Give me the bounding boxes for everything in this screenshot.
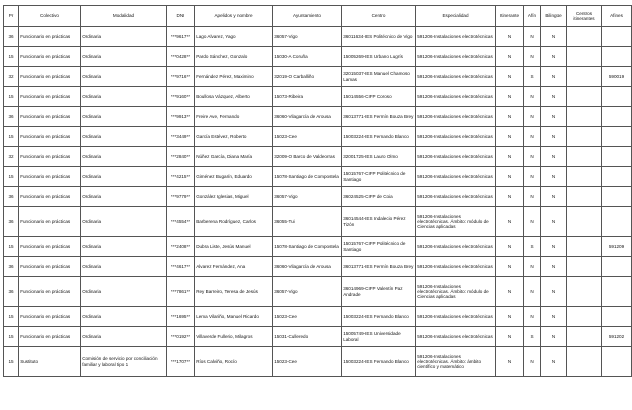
cell-afines [602,167,632,187]
cell-nombre: Ríos Calviño, Rocío [195,347,273,377]
cell-ayuntamiento: 15078-Santiago de Compostela [273,167,342,187]
cell-dni: ***9716** [167,67,195,87]
cell-centro: 15014556-CIFP Coroso [342,87,416,107]
cell-colectivo: Funcionario en prácticas [19,207,81,237]
cell-pr: 36 [4,187,19,207]
cell-centros-itinerantes [567,207,602,237]
header-cell: Apelidos y nombre [195,6,273,27]
cell-afines [602,257,632,277]
cell-colectivo: Funcionario en prácticas [19,167,81,187]
cell-modalidad: Ordinaria [81,167,167,187]
cell-itinerante: N [496,237,524,257]
cell-pr: 15 [4,347,19,377]
cell-dni: ***4554** [167,207,195,237]
cell-centros-itinerantes [567,347,602,377]
cell-modalidad: Ordinaria [81,257,167,277]
cell-centros-itinerantes [567,127,602,147]
cell-ayuntamiento: 15073-Ribeira [273,87,342,107]
cell-bilingue: N [541,327,567,347]
header-cell: Centros itinerantes [567,6,602,27]
cell-especialidad: 591206-Instalaciones electrotécnicas [416,307,496,327]
cell-pr: 15 [4,47,19,67]
cell-especialidad: 591206-Instalaciones electrotécnicas [416,257,496,277]
cell-centros-itinerantes [567,87,602,107]
header-cell: Ayuntamiento [273,6,342,27]
table-row [4,277,632,307]
cell-nombre: Lago Alvarez, Yago [195,27,273,47]
cell-afin: S [524,67,541,87]
cell-dni: ***1695** [167,307,195,327]
cell-especialidad: 591206-Instalaciones electrotécnicas [416,327,496,347]
cell-centros-itinerantes [567,327,602,347]
cell-pr: 36 [4,257,19,277]
cell-itinerante: N [496,67,524,87]
cell-dni: ***9160** [167,87,195,107]
cell-afin: N [524,167,541,187]
header-cell: Especialidad [416,6,496,27]
cell-nombre: Dubra Liste, Jesús Manuel [195,237,273,257]
cell-modalidad: Ordinaria [81,87,167,107]
cell-dni: ***1707** [167,347,195,377]
table-row [4,127,632,147]
cell-centro: 15005269-IES Urbano Lugrís [342,47,416,67]
cell-itinerante: N [496,187,524,207]
cell-ayuntamiento: 32019-O Carballiño [273,67,342,87]
cell-pr: 36 [4,27,19,47]
cell-colectivo: Funcionario en prácticas [19,187,81,207]
table-row [4,107,632,127]
cell-itinerante: N [496,87,524,107]
cell-pr: 15 [4,87,19,107]
cell-dni: ***9617** [167,27,195,47]
cell-nombre: Rey Barreiro, Teresa de Jesús [195,277,273,307]
cell-ayuntamiento: 36055-Tui [273,207,342,237]
cell-especialidad: 591206-Instalaciones electrotécnicas [416,47,496,67]
cell-especialidad: 591206-Instalaciones electrotécnicas [416,187,496,207]
cell-afin: N [524,307,541,327]
cell-ayuntamiento: 36060-Vilagarcía de Arousa [273,257,342,277]
cell-modalidad: Ordinaria [81,307,167,327]
cell-colectivo: Funcionario en prácticas [19,107,81,127]
cell-dni: ***0192** [167,327,195,347]
table-row [4,87,632,107]
cell-afin: N [524,257,541,277]
cell-afines [602,207,632,237]
cell-centro: 36014544-IES Indalecio Pérez Tizón [342,207,416,237]
cell-colectivo: Funcionario en prácticas [19,237,81,257]
cell-bilingue: N [541,207,567,237]
cell-especialidad: 591206-Instalaciones electrotécnicas. Ámbito: módulo de Ciencias aplicadas [416,277,496,307]
cell-pr: 15 [4,167,19,187]
cell-centro: 15015767-CIFP Politécnico de Santiago [342,237,416,257]
cell-dni: ***2840** [167,147,195,167]
cell-ayuntamiento: 15078-Santiago de Compostela [273,237,342,257]
cell-centros-itinerantes [567,107,602,127]
cell-nombre: Freire Ave, Fernando [195,107,273,127]
cell-itinerante: N [496,127,524,147]
cell-centros-itinerantes [567,27,602,47]
cell-ayuntamiento: 36057-Vigo [273,27,342,47]
cell-centro: 15003224-IES Fernando Blanco [342,307,416,327]
cell-afines: 590019 [602,67,632,87]
table-row [4,347,632,377]
header-cell: Pr [4,6,19,27]
cell-bilingue: N [541,127,567,147]
cell-centro: 36024525-CIFP de Coia [342,187,416,207]
cell-pr: 36 [4,207,19,237]
cell-itinerante: N [496,257,524,277]
table-body [4,27,632,377]
cell-centro: 32001725-IES Lauro Olmo [342,147,416,167]
cell-afines [602,277,632,307]
cell-especialidad: 591206-Instalaciones electrotécnicas [416,67,496,87]
cell-afines [602,87,632,107]
cell-colectivo: Funcionario en prácticas [19,67,81,87]
cell-afines: 591202 [602,327,632,347]
header-cell: Centro [342,6,416,27]
table-row [4,47,632,67]
header-row [4,6,632,27]
cell-especialidad: 591206-Instalaciones electrotécnicas [416,27,496,47]
cell-modalidad: Ordinaria [81,67,167,87]
cell-centros-itinerantes [567,187,602,207]
cell-centro: 36013771-IES Fermín Bouza Brey [342,107,416,127]
cell-ayuntamiento: 15030-A Coruña [273,47,342,67]
cell-bilingue: N [541,147,567,167]
cell-especialidad: 591206-Instalaciones electrotécnicas [416,167,496,187]
cell-centro: 15003224-IES Fernando Blanco [342,127,416,147]
cell-centro: 32015037-IES Manuel Chamoso Lamas [342,67,416,87]
cell-afin: N [524,277,541,307]
table-row [4,207,632,237]
cell-centro: 36014969-CIFP Valentín Paz Andrade [342,277,416,307]
cell-bilingue: N [541,277,567,307]
cell-dni: ***2408** [167,237,195,257]
cell-modalidad: Ordinaria [81,127,167,147]
cell-especialidad: 591206-Instalaciones electrotécnicas [416,237,496,257]
cell-modalidad: Ordinaria [81,47,167,67]
cell-nombre: Villaverde Fullerio, Milagros [195,327,273,347]
cell-pr: 32 [4,67,19,87]
cell-afin: N [524,87,541,107]
cell-nombre: Barberena Rodríguez, Carlos [195,207,273,237]
cell-afin: N [524,107,541,127]
table-row [4,307,632,327]
cell-especialidad: 591206-Instalaciones electrotécnicas. Ámbito: ámbito científico y matemático [416,347,496,377]
cell-centros-itinerantes [567,257,602,277]
cell-colectivo: Funcionario en prácticas [19,277,81,307]
cell-pr: 32 [4,147,19,167]
cell-nombre: García Estévez, Roberto [195,127,273,147]
cell-centros-itinerantes [567,307,602,327]
cell-centros-itinerantes [567,147,602,167]
table-row [4,237,632,257]
cell-bilingue: N [541,307,567,327]
cell-afin: N [524,47,541,67]
cell-colectivo: Funcionario en prácticas [19,307,81,327]
cell-itinerante: N [496,147,524,167]
cell-centro: 15005749-IES Universidade Laboral [342,327,416,347]
cell-itinerante: N [496,327,524,347]
cell-nombre: González Iglesias, Miguel [195,187,273,207]
cell-dni: ***4215** [167,167,195,187]
cell-itinerante: N [496,47,524,67]
cell-nombre: Boullosa Vázquez, Alberto [195,87,273,107]
cell-afines [602,27,632,47]
cell-centros-itinerantes [567,167,602,187]
cell-ayuntamiento: 36057-Vigo [273,277,342,307]
cell-especialidad: 591206-Instalaciones electrotécnicas [416,107,496,127]
table-row [4,327,632,347]
cell-pr: 15 [4,237,19,257]
header-cell: Modalidad [81,6,167,27]
cell-especialidad: 591206-Instalaciones electrotécnicas [416,87,496,107]
cell-afin: N [524,347,541,377]
cell-bilingue: N [541,107,567,127]
cell-centro: 36011634-IES Politécnico de Vigo [342,27,416,47]
cell-ayuntamiento: 15023-Cee [273,307,342,327]
cell-colectivo: Funcionario en prácticas [19,327,81,347]
cell-dni: ***7861** [167,277,195,307]
cell-modalidad: Ordinaria [81,27,167,47]
cell-dni: ***9913** [167,107,195,127]
cell-bilingue: N [541,87,567,107]
cell-modalidad: Ordinaria [81,207,167,237]
cell-modalidad: Ordinaria [81,187,167,207]
cell-afines [602,187,632,207]
cell-bilingue: N [541,27,567,47]
header-cell: Afines [602,6,632,27]
cell-ayuntamiento: 32009-O Barco de Valdeorras [273,147,342,167]
cell-bilingue: N [541,347,567,377]
cell-ayuntamiento: 15031-Culleredo [273,327,342,347]
cell-itinerante: N [496,307,524,327]
table-row [4,27,632,47]
header-cell: Afín [524,6,541,27]
cell-itinerante: N [496,277,524,307]
cell-afines: 591209 [602,237,632,257]
cell-colectivo: Funcionario en prácticas [19,147,81,167]
cell-nombre: Giménez Bugarín, Eduardo [195,167,273,187]
table-row [4,67,632,87]
cell-colectivo: Funcionario en prácticas [19,127,81,147]
cell-modalidad: Ordinaria [81,237,167,257]
cell-colectivo: Funcionario en prácticas [19,27,81,47]
assignments-table [3,5,632,377]
cell-afines [602,107,632,127]
header-cell: Colectivo [19,6,81,27]
cell-ayuntamiento: 15023-Cee [273,347,342,377]
cell-centro: 36013771-IES Fermín Bouza Brey [342,257,416,277]
table-row [4,147,632,167]
cell-bilingue: N [541,187,567,207]
cell-afin: N [524,27,541,47]
cell-itinerante: N [496,167,524,187]
cell-dni: ***0428** [167,47,195,67]
cell-nombre: Fernández Pérez, Maximino [195,67,273,87]
cell-ayuntamiento: 36057-Vigo [273,187,342,207]
cell-afin: N [524,187,541,207]
cell-afin: N [524,147,541,167]
cell-colectivo: Funcionario en prácticas [19,257,81,277]
cell-afines [602,47,632,67]
cell-afines [602,127,632,147]
cell-nombre: Pardo Sánchez, Gonzalo [195,47,273,67]
cell-centros-itinerantes [567,277,602,307]
cell-modalidad: Ordinaria [81,277,167,307]
cell-colectivo: Funcionario en prácticas [19,47,81,67]
cell-centros-itinerantes [567,47,602,67]
cell-especialidad: 591206-Instalaciones electrotécnicas [416,127,496,147]
cell-itinerante: N [496,27,524,47]
cell-bilingue: N [541,237,567,257]
cell-bilingue: N [541,67,567,87]
cell-especialidad: 591206-Instalaciones electrotécnicas. Ámbito: módulo de Ciencias aplicadas [416,207,496,237]
cell-nombre: Lema Vilariño, Manuel Ricardo [195,307,273,327]
cell-modalidad: Ordinaria [81,147,167,167]
cell-centro: 15003224-IES Fernando Blanco [342,347,416,377]
cell-ayuntamiento: 15023-Cee [273,127,342,147]
header-cell: Bilingüe [541,6,567,27]
cell-pr: 15 [4,327,19,347]
cell-pr: 15 [4,307,19,327]
cell-bilingue: N [541,47,567,67]
table-row [4,187,632,207]
cell-dni: ***9779** [167,187,195,207]
cell-itinerante: N [496,207,524,237]
cell-colectivo: Funcionario en prácticas [19,87,81,107]
cell-afin: S [524,237,541,257]
cell-centros-itinerantes [567,237,602,257]
cell-dni: ***3449** [167,127,195,147]
cell-afines [602,347,632,377]
header-cell: DNI [167,6,195,27]
cell-pr: 36 [4,277,19,307]
cell-bilingue: N [541,257,567,277]
cell-afines [602,307,632,327]
cell-itinerante: N [496,347,524,377]
cell-ayuntamiento: 36060-Vilagarcía de Arousa [273,107,342,127]
cell-centros-itinerantes [567,67,602,87]
cell-centro: 15015767-CIFP Politécnico de Santiago [342,167,416,187]
cell-nombre: Núñez García, Diana María [195,147,273,167]
cell-itinerante: N [496,107,524,127]
cell-modalidad: Comisión de servicio por conciliación familiar y laboral tipo 1 [81,347,167,377]
cell-afin: S [524,327,541,347]
cell-dni: ***4617** [167,257,195,277]
cell-afines [602,147,632,167]
table-row [4,167,632,187]
cell-afin: N [524,127,541,147]
cell-modalidad: Ordinaria [81,107,167,127]
cell-pr: 36 [4,107,19,127]
cell-afin: N [524,207,541,237]
cell-nombre: Alvarez Fernández, Ana [195,257,273,277]
cell-pr: 15 [4,127,19,147]
table-row [4,257,632,277]
cell-especialidad: 591206-Instalaciones electrotécnicas [416,147,496,167]
cell-modalidad: Ordinaria [81,327,167,347]
header-cell: Itinerante [496,6,524,27]
cell-colectivo: Sustituto [19,347,81,377]
cell-bilingue: N [541,167,567,187]
